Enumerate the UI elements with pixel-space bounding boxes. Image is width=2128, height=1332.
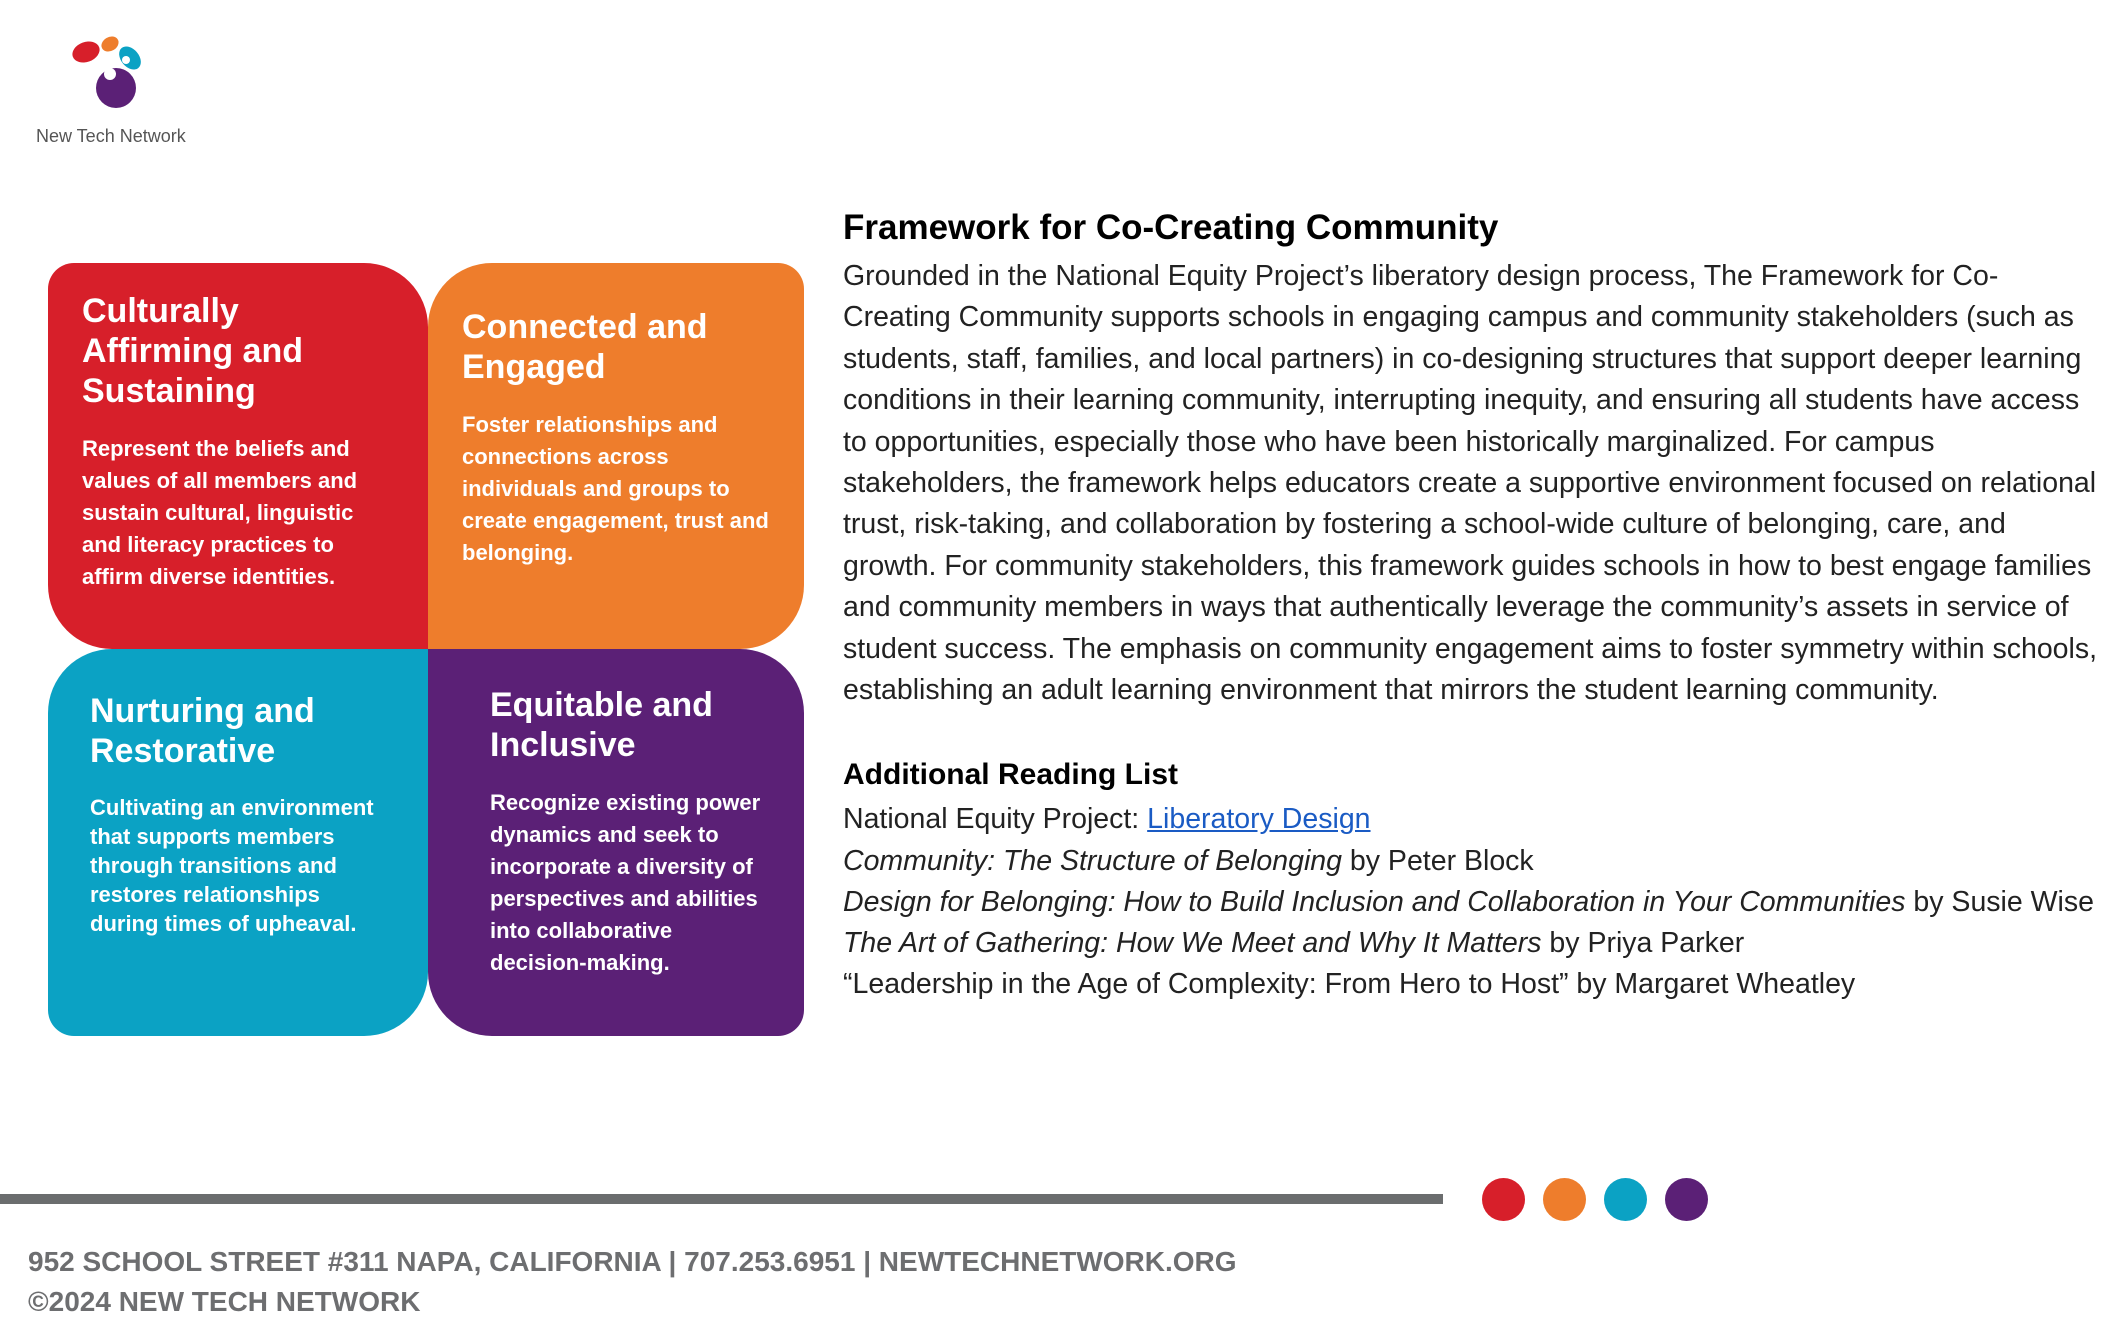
quadrant-title: Culturally Affirming and Sustaining (82, 292, 303, 410)
reading-item: “Leadership in the Age of Complexity: From Hero to Host” by Margaret Wheatley (843, 968, 1856, 1001)
footer-divider (0, 1194, 1443, 1204)
quadrant-connected-engaged (428, 263, 804, 649)
quadrant-title: Equitable and Inclusive (490, 686, 713, 764)
reading-item (843, 923, 2103, 964)
quadrant-nurturing-restorative (48, 649, 428, 1036)
teal-dot-icon (1604, 1178, 1647, 1221)
footer (28, 1242, 1237, 1322)
red-dot-icon (1482, 1178, 1525, 1221)
quadrant-equitable-inclusive (428, 649, 804, 1036)
book-author: by Priya Parker (1541, 927, 1745, 960)
reading-item-prefix: National Equity Project: (843, 803, 1148, 836)
book-title: Design for Belonging: How to Build Inclusion and Collaboration in Your Communities (843, 885, 1906, 918)
book-author: by Peter Block (1342, 844, 1534, 877)
framework-diagram (48, 263, 804, 1036)
orange-dot-icon (1543, 1178, 1586, 1221)
quadrant-title: Nurturing and Restorative (90, 692, 315, 770)
book-author: by Susie Wise (1905, 885, 2094, 918)
quadrant-culturally-affirming (48, 263, 428, 649)
new-tech-network-logo (36, 30, 216, 152)
footer-address: 952 SCHOOL STREET #311 NAPA, CALIFORNIA | 707.253.6951 | NEWTECHNETWORK.ORG (28, 1246, 1237, 1277)
framework-description: Grounded in the National Equity Project’s liberatory design process, The Framework for Co-Creating Community supports schools in engaging campus and community stakeholders (such as students, staff, families, and local partners) in co-designing structures that support deeper learning conditions in their learning community, interrupting inequity, and ensuring all students have access to opportunities, especially those who have been historically marginalized. For campus stakeholders, the framework helps educators create a supportive environment focused on relational trust, risk-taking, and collaboration by fostering a school-wide culture of belonging, care, and growth. For community stakeholders, this framework guides schools in how to best engage families and community members in ways that authentically leverage the community’s assets in service of student success. The emphasis on community engagement aims to foster symmetry within schools, establishing an adult learning environment that mirrors the student learning community. (843, 260, 2098, 707)
logo-mark-icon (72, 30, 162, 110)
book-title: The Art of Gathering: How We Meet and Why It Matters (843, 927, 1542, 960)
reading-item (843, 841, 2103, 882)
quadrant-body: Cultivating an environment that supports members through transitions and restores relationships during times of upheaval. (90, 795, 374, 936)
book-title: Community: The Structure of Belonging (843, 844, 1342, 877)
reading-item (843, 799, 2103, 840)
purple-dot-icon (1665, 1178, 1708, 1221)
liberatory-design-link[interactable]: Liberatory Design (1147, 803, 1371, 836)
footer-copyright: ©2024 NEW TECH NETWORK (28, 1286, 421, 1317)
quadrant-title: Connected and Engaged (462, 308, 708, 386)
quadrant-body: Foster relationships and connections across individuals and groups to create engagement, trust and belonging. (462, 412, 769, 565)
reading-list-heading: Additional Reading List (843, 758, 1178, 792)
quadrant-body: Represent the beliefs and values of all members and sustain cultural, linguistic and literacy practices to affirm diverse identities. (82, 436, 358, 589)
quadrant-body: Recognize existing power dynamics and seek to incorporate a diversity of perspectives and abilities into collaborative decision-making. (490, 790, 761, 975)
page-title: Framework for Co-Creating Community (843, 208, 1499, 247)
reading-item (843, 882, 2103, 923)
main-content (843, 206, 2103, 1005)
logo-wordmark: New Tech Network (36, 126, 186, 146)
